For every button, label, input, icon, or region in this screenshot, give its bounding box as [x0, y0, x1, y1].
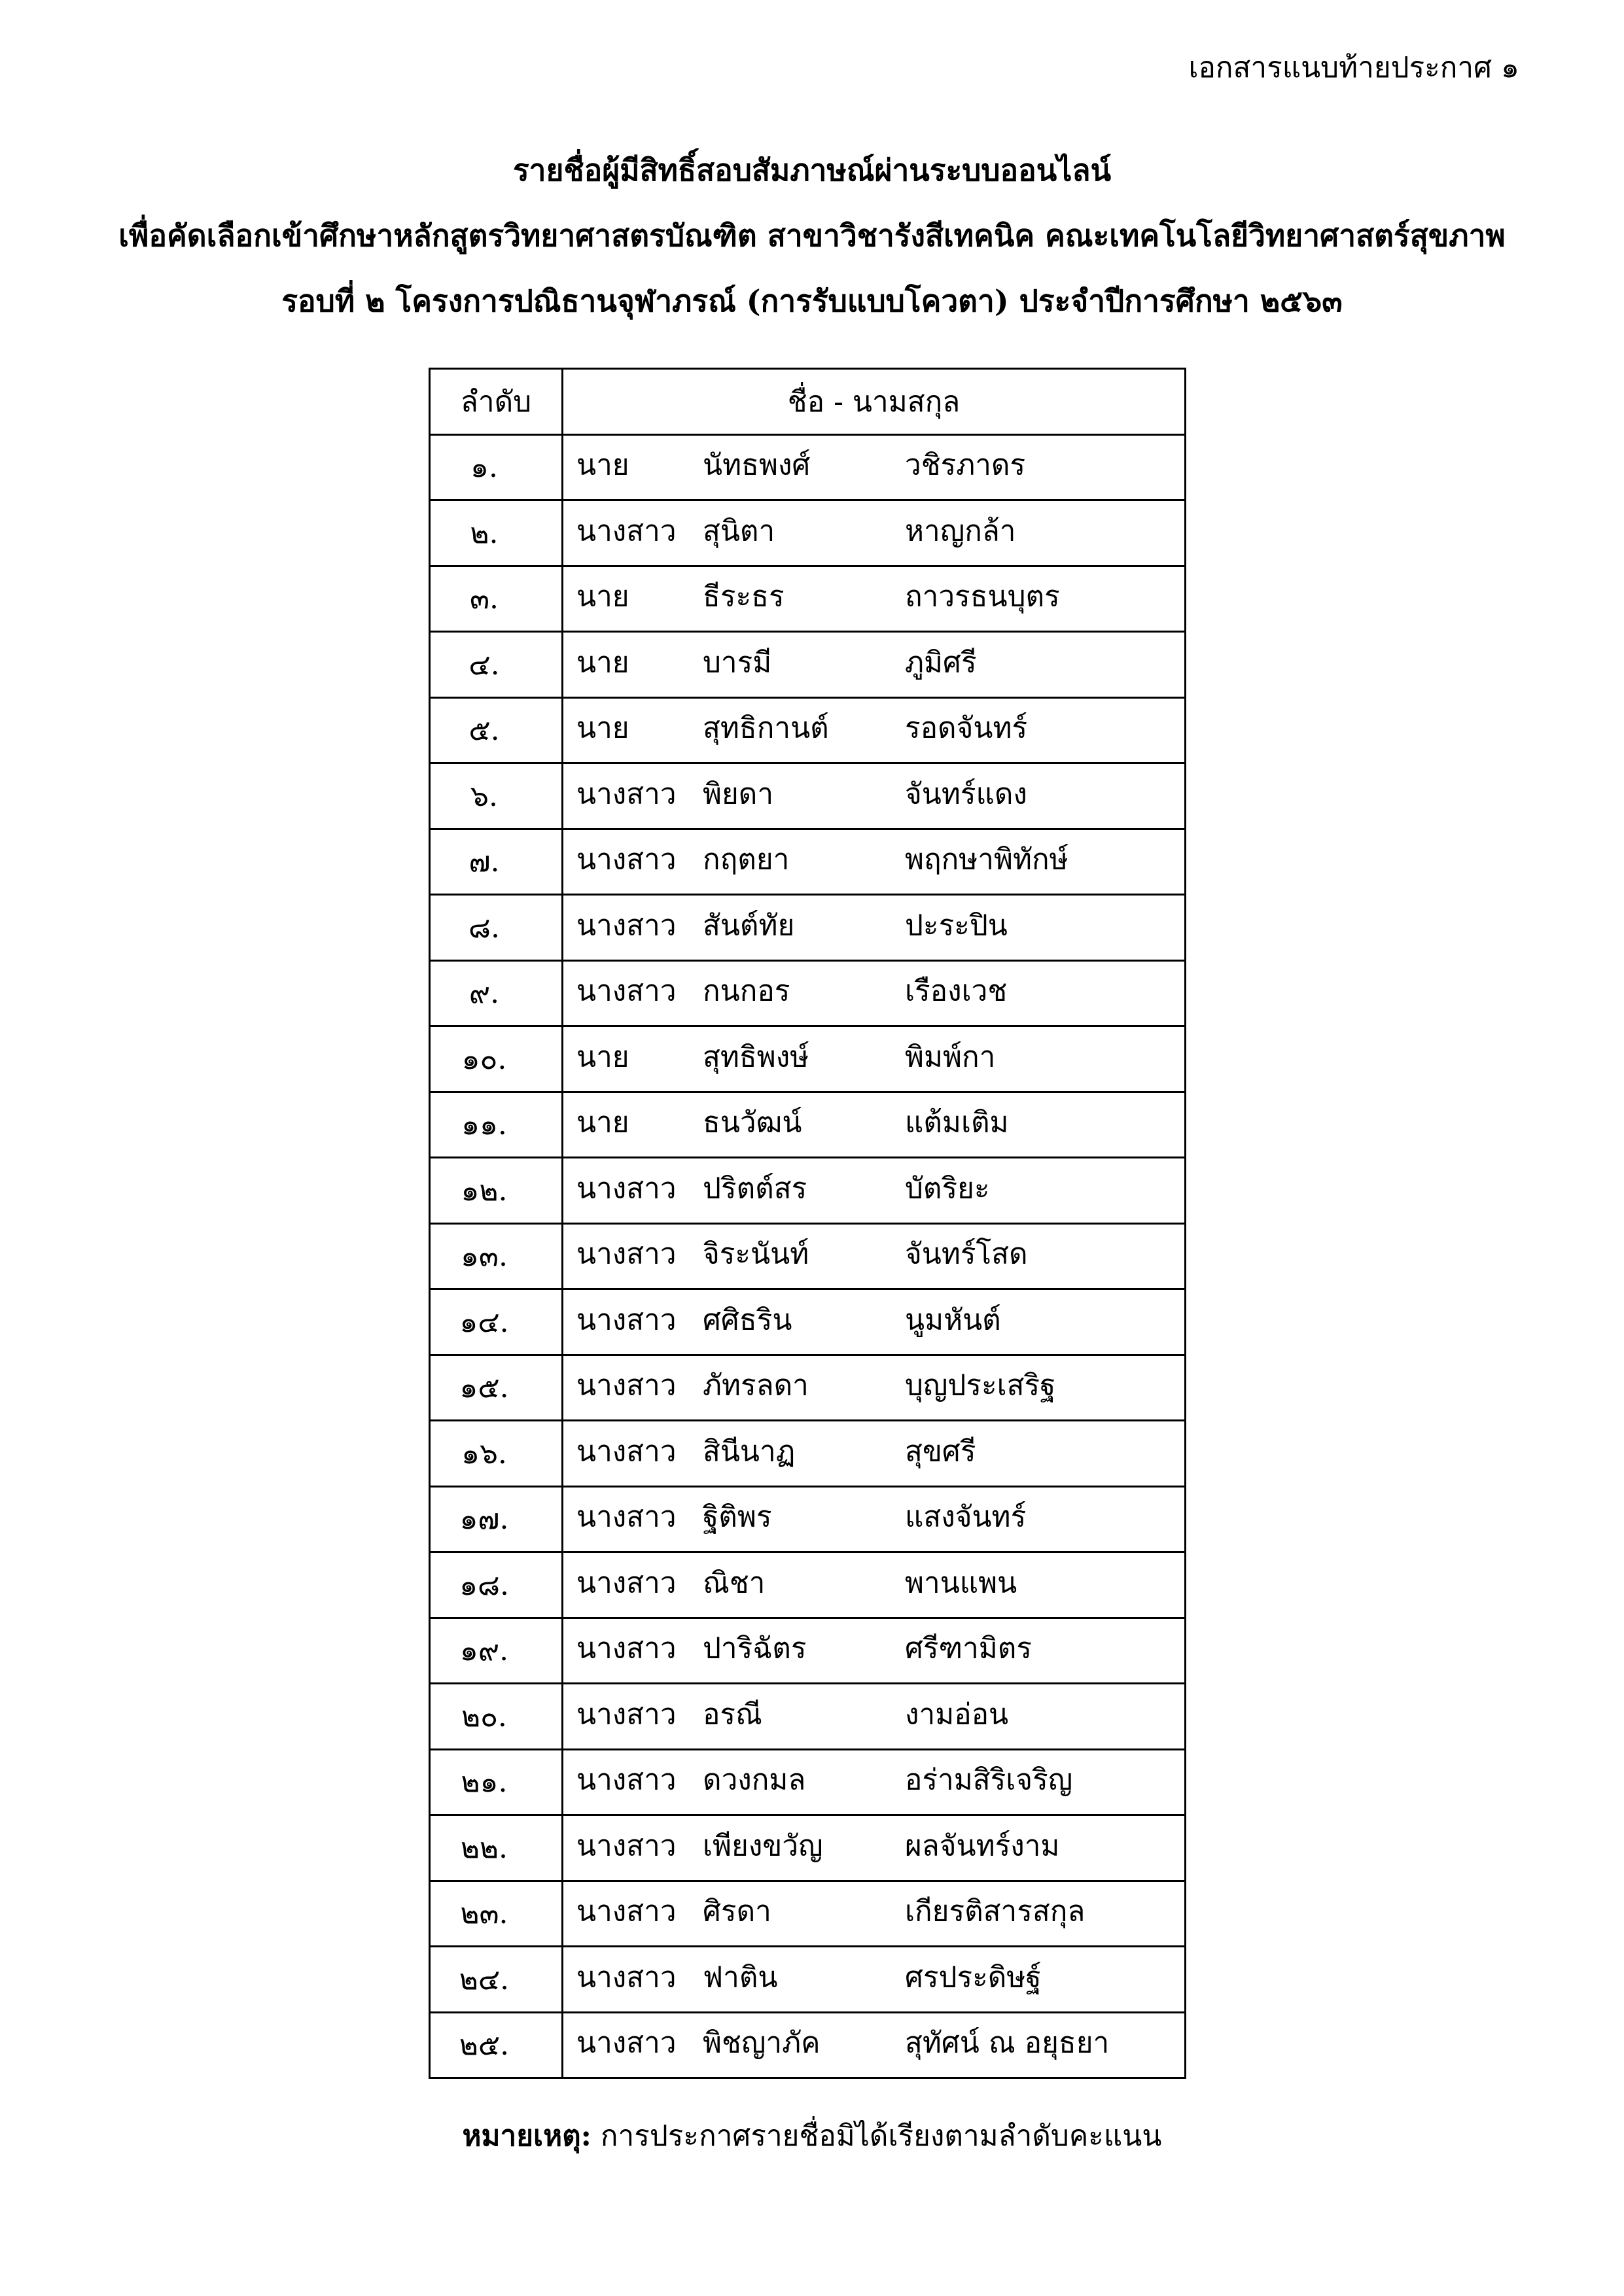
row-number: ๒. — [430, 500, 563, 566]
table-row — [430, 1815, 1186, 1881]
given-name: สันต์ทัย — [703, 909, 795, 943]
title-line-3: รอบที่ ๒ โครงการปณิธานจุฬาภรณ์ (การรับแบบโควตา) ประจำปีการศึกษา ๒๕๖๓ — [281, 283, 1343, 319]
table-row — [430, 2012, 1186, 2078]
candidate-table — [429, 368, 1186, 2079]
column-header-no: ลำดับ — [430, 369, 563, 435]
given-name: บารมี — [703, 646, 772, 680]
table-row — [430, 1684, 1186, 1750]
row-number: ๕. — [430, 697, 563, 763]
attachment-label: เอกสารแนบท้ายประกาศ ๑ — [1188, 51, 1519, 84]
given-name: สุทธิกานต์ — [703, 711, 829, 745]
name-cell — [563, 2012, 1186, 2078]
name-cell — [563, 1026, 1186, 1092]
name-prefix: นางสาว — [576, 1631, 677, 1665]
family-name: ศรีฑามิตร — [905, 1631, 1033, 1665]
family-name: แต้มเติม — [905, 1105, 1009, 1139]
name-prefix: นางสาว — [576, 1435, 677, 1469]
table-row — [430, 697, 1186, 763]
given-name: อรณี — [703, 1697, 762, 1731]
row-number: ๑๓. — [430, 1223, 563, 1289]
given-name: กฤตยา — [703, 843, 790, 877]
row-number: ๒๕. — [430, 2012, 563, 2078]
row-number: ๒๒. — [430, 1815, 563, 1881]
note-text: การประกาศรายชื่อมิได้เรียงตามลำดับคะแนน — [600, 2119, 1162, 2153]
given-name: เพียงขวัญ — [703, 1829, 823, 1863]
name-prefix: นาย — [576, 448, 629, 482]
row-number: ๑๖. — [430, 1421, 563, 1487]
name-cell — [563, 1092, 1186, 1158]
name-prefix: นางสาว — [576, 1237, 677, 1271]
given-name: ธีระธร — [703, 580, 785, 614]
table-row — [430, 829, 1186, 895]
note-label: หมายเหตุ: — [462, 2119, 591, 2153]
family-name: พฤกษาพิทักษ์ — [905, 843, 1068, 877]
name-prefix: นางสาว — [576, 1566, 677, 1600]
given-name: พิชญาภัค — [703, 2026, 821, 2060]
given-name: กนกอร — [703, 974, 790, 1008]
table-row — [430, 1552, 1186, 1618]
name-cell — [563, 1223, 1186, 1289]
name-cell — [563, 1421, 1186, 1487]
family-name: รอดจันทร์ — [905, 711, 1028, 745]
table-row — [430, 763, 1186, 829]
table-row — [430, 1158, 1186, 1224]
table-row — [430, 632, 1186, 698]
name-prefix: นางสาว — [576, 1960, 677, 1994]
family-name: ถาวรธนบุตร — [905, 580, 1060, 614]
row-number: ๑๐. — [430, 1026, 563, 1092]
row-number: ๒๐. — [430, 1684, 563, 1750]
name-cell — [563, 1158, 1186, 1224]
given-name: ฟาติน — [703, 1960, 778, 1994]
given-name: ฐิติพร — [703, 1500, 772, 1534]
family-name: นูมหันต์ — [905, 1303, 1001, 1337]
table-row — [430, 960, 1186, 1026]
name-cell — [563, 1618, 1186, 1684]
table-row — [430, 566, 1186, 632]
name-cell — [563, 500, 1186, 566]
family-name: บัตริยะ — [905, 1172, 990, 1206]
table-row — [430, 1026, 1186, 1092]
name-cell — [563, 697, 1186, 763]
family-name: ศรประดิษฐ์ — [905, 1960, 1042, 1994]
family-name: พานแพน — [905, 1566, 1017, 1600]
name-prefix: นาย — [576, 580, 629, 614]
row-number: ๒๓. — [430, 1881, 563, 1947]
given-name: ดวงกมล — [703, 1763, 806, 1797]
table-row — [430, 434, 1186, 500]
name-prefix: นางสาว — [576, 1894, 677, 1928]
row-number: ๑. — [430, 434, 563, 500]
given-name: ศิรดา — [703, 1894, 771, 1928]
name-prefix: นางสาว — [576, 1763, 677, 1797]
table-row — [430, 1749, 1186, 1815]
name-cell — [563, 566, 1186, 632]
row-number: ๑๘. — [430, 1552, 563, 1618]
row-number: ๖. — [430, 763, 563, 829]
table-row — [430, 1486, 1186, 1552]
name-cell — [563, 1881, 1186, 1947]
table-row — [430, 1092, 1186, 1158]
name-cell — [563, 1684, 1186, 1750]
family-name: ภูมิศรี — [905, 646, 977, 680]
name-prefix: นางสาว — [576, 1303, 677, 1337]
given-name: สุทธิพงษ์ — [703, 1040, 809, 1074]
family-name: อร่ามสิริเจริญ — [905, 1763, 1073, 1797]
row-number: ๒๔. — [430, 1947, 563, 2013]
family-name: สุขศรี — [905, 1435, 976, 1469]
row-number: ๑๗. — [430, 1486, 563, 1552]
name-cell — [563, 763, 1186, 829]
name-cell — [563, 1815, 1186, 1881]
row-number: ๙. — [430, 960, 563, 1026]
column-header-name: ชื่อ - นามสกุล — [563, 369, 1186, 435]
table-row — [430, 500, 1186, 566]
name-prefix: นางสาว — [576, 843, 677, 877]
name-prefix: นางสาว — [576, 777, 677, 811]
name-cell — [563, 829, 1186, 895]
table-row — [430, 1618, 1186, 1684]
name-cell — [563, 895, 1186, 961]
document-title — [0, 137, 1624, 334]
name-cell — [563, 1552, 1186, 1618]
row-number: ๑๑. — [430, 1092, 563, 1158]
footnote — [0, 2113, 1624, 2159]
name-prefix: นางสาว — [576, 2026, 677, 2060]
name-prefix: นางสาว — [576, 1697, 677, 1731]
family-name: บุญประเสริฐ — [905, 1368, 1056, 1402]
table-header-row — [430, 369, 1186, 435]
family-name: เกียรติสารสกุล — [905, 1894, 1086, 1928]
name-cell — [563, 1355, 1186, 1421]
family-name: วชิรภาดร — [905, 448, 1026, 482]
given-name: นัทธพงศ์ — [703, 448, 811, 482]
name-prefix: นางสาว — [576, 514, 677, 548]
name-cell — [563, 1289, 1186, 1355]
row-number: ๑๕. — [430, 1355, 563, 1421]
name-prefix: นาย — [576, 1040, 629, 1074]
table-row — [430, 1947, 1186, 2013]
given-name: ธนวัฒน์ — [703, 1105, 802, 1139]
given-name: สินีนาฏ — [703, 1435, 796, 1469]
title-line-1: รายชื่อผู้มีสิทธิ์สอบสัมภาษณ์ผ่านระบบออนไลน์ — [512, 152, 1112, 188]
given-name: ภัทรลดา — [703, 1368, 809, 1402]
given-name: ณิชา — [703, 1566, 766, 1600]
name-prefix: นางสาว — [576, 1172, 677, 1206]
row-number: ๗. — [430, 829, 563, 895]
family-name: พิมพ์กา — [905, 1040, 996, 1074]
family-name: แสงจันทร์ — [905, 1500, 1027, 1534]
name-prefix: นางสาว — [576, 1829, 677, 1863]
table-row — [430, 895, 1186, 961]
name-cell — [563, 1486, 1186, 1552]
row-number: ๑๒. — [430, 1158, 563, 1224]
given-name: ศศิธริน — [703, 1303, 792, 1337]
name-cell — [563, 632, 1186, 698]
given-name: จิระนันท์ — [703, 1237, 809, 1271]
name-prefix: นาย — [576, 711, 629, 745]
given-name: ปาริฉัตร — [703, 1631, 807, 1665]
family-name: หาญกล้า — [905, 514, 1016, 548]
family-name: ปะระปิน — [905, 909, 1008, 943]
table-row — [430, 1421, 1186, 1487]
given-name: สุนิตา — [703, 514, 775, 548]
table-row — [430, 1223, 1186, 1289]
table-row — [430, 1355, 1186, 1421]
table-row — [430, 1881, 1186, 1947]
name-cell — [563, 1947, 1186, 2013]
family-name: เรืองเวช — [905, 974, 1008, 1008]
name-prefix: นางสาว — [576, 1368, 677, 1402]
name-prefix: นาย — [576, 1105, 629, 1139]
name-prefix: นางสาว — [576, 1500, 677, 1534]
row-number: ๔. — [430, 632, 563, 698]
name-prefix: นางสาว — [576, 974, 677, 1008]
name-cell — [563, 1749, 1186, 1815]
name-prefix: นางสาว — [576, 909, 677, 943]
given-name: ปริตต์สร — [703, 1172, 807, 1206]
row-number: ๒๑. — [430, 1749, 563, 1815]
table-body — [430, 434, 1186, 2078]
given-name: พิยดา — [703, 777, 774, 811]
name-cell — [563, 434, 1186, 500]
title-line-2: เพื่อคัดเลือกเข้าศึกษาหลักสูตรวิทยาศาสตรบัณฑิต สาขาวิชารังสีเทคนิค คณะเทคโนโลยีวิทยาศาสตร์สุขภาพ — [118, 218, 1506, 253]
name-cell — [563, 960, 1186, 1026]
row-number: ๑๔. — [430, 1289, 563, 1355]
row-number: ๑๙. — [430, 1618, 563, 1684]
family-name: จันทร์โสด — [905, 1237, 1028, 1271]
row-number: ๘. — [430, 895, 563, 961]
family-name: จันทร์แดง — [905, 777, 1027, 811]
family-name: ผลจันทร์งาม — [905, 1829, 1060, 1863]
table-row — [430, 1289, 1186, 1355]
row-number: ๓. — [430, 566, 563, 632]
name-prefix: นาย — [576, 646, 629, 680]
family-name: งามอ่อน — [905, 1697, 1009, 1731]
family-name: สุทัศน์ ณ อยุธยา — [905, 2026, 1110, 2060]
